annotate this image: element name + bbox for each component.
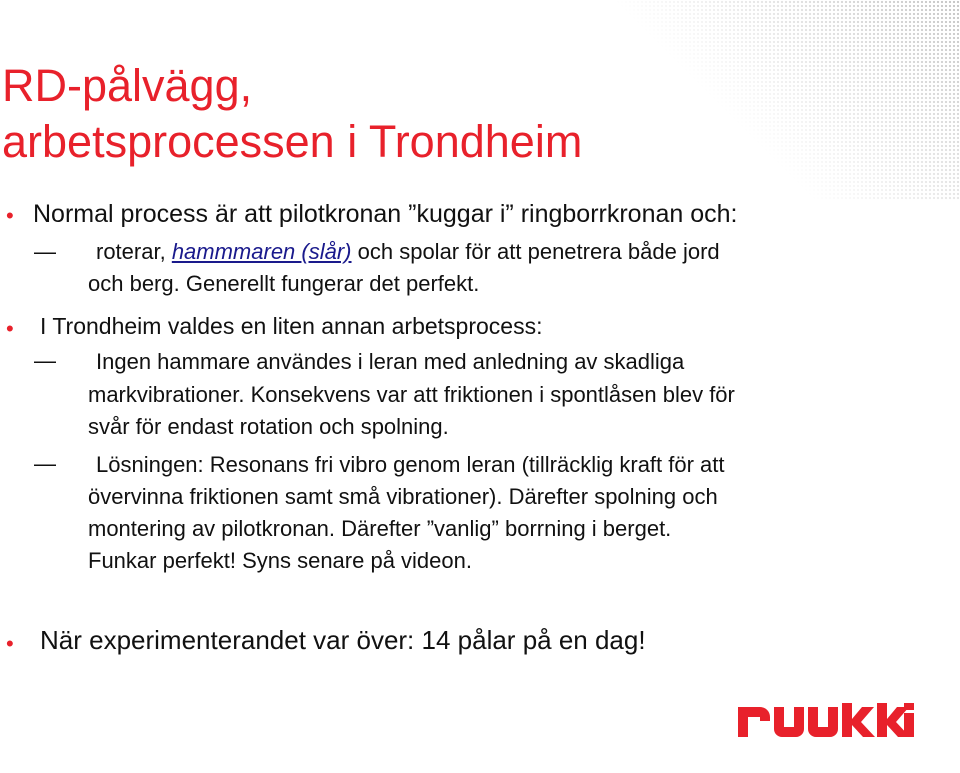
slide-title-line-1: RD-pålvägg, — [2, 60, 253, 111]
bullet-marker-2: • — [6, 316, 14, 341]
sub-item-3-line-1: Lösningen: Resonans fri vibro genom leran (tillräcklig kraft för att — [96, 452, 725, 477]
sub-item-1-line-2: och berg. Generellt fungerar det perfekt. — [88, 271, 480, 296]
dash-marker-2: — — [34, 348, 56, 373]
bullet-marker-3: • — [6, 631, 14, 656]
slide-title-line-2: arbetsprocessen i Trondheim — [2, 116, 583, 167]
dash-marker-1: — — [34, 239, 56, 264]
hammaren-link[interactable]: hammmaren (slår) — [171, 239, 352, 264]
bullet-2-text: I Trondheim valdes en liten annan arbetsprocess: — [40, 313, 543, 339]
bullet-marker-1: • — [6, 203, 14, 228]
sub-item-2-line-3: svår för endast rotation och spolning. — [88, 414, 449, 439]
ruukki-logo-icon — [738, 703, 914, 739]
sub-item-1-line-1 — [96, 236, 720, 268]
slide-title — [2, 58, 582, 170]
sub-item-2-line-2: markvibrationer. Konsekvens var att friktionen i spontlåsen blev för — [88, 382, 735, 407]
sub-item-1-suffix: och spolar för att penetrera både jord — [351, 239, 720, 264]
sub-item-3-line-2: övervinna friktionen samt små vibrationer). Därefter spolning och — [88, 484, 718, 509]
bullet-3-text: När experimenterandet var över: 14 pålar på en dag! — [40, 625, 646, 655]
sub-item-3-line-3: montering av pilotkronan. Därefter ”vanlig” borrning i berget. — [88, 516, 672, 541]
bullet-1-text: Normal process är att pilotkronan ”kuggar i” ringborrkronan och: — [33, 200, 738, 228]
sub-item-3-line-4: Funkar perfekt! Syns senare på videon. — [88, 548, 472, 573]
dotted-corner-pattern — [600, 0, 960, 200]
sub-item-2-line-1: Ingen hammare användes i leran med anledning av skadliga — [96, 349, 685, 374]
dash-marker-3: — — [34, 451, 56, 476]
sub-item-1-prefix: roterar, — [96, 239, 172, 264]
